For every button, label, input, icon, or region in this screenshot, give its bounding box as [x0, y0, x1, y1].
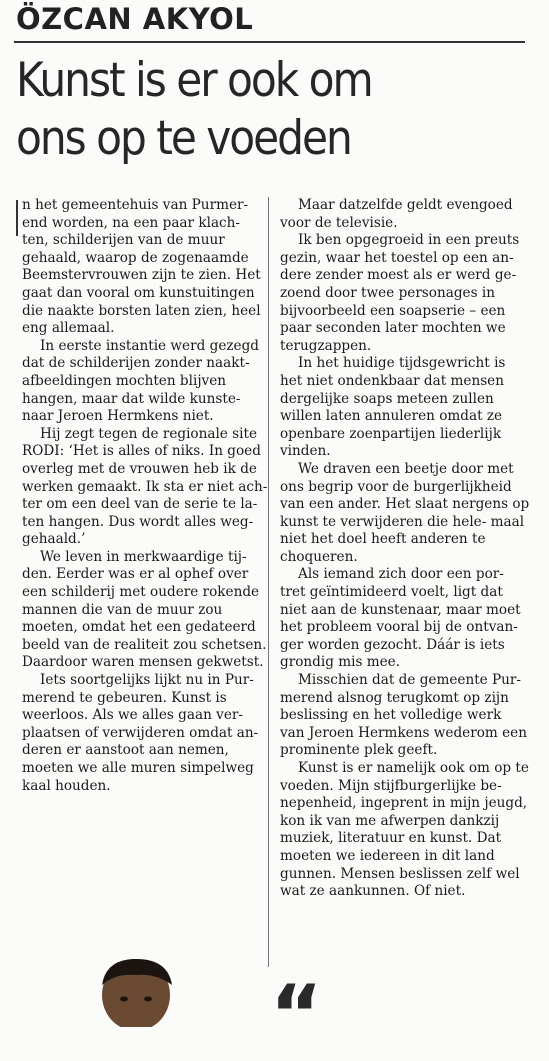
paragraph: Kunst is er namelijk ook om op te voeden. Mijn stijfburgerlijke be- nepenheid, ingeprent in mijn jeugd, kon ik van me afwerpen dankzij muziek, literatuur en kunst. Dat moeten we iedereen in dit land gunnen. Mensen beslissen zelf wel wat ze aankunnen. Of niet. [280, 760, 529, 900]
headline-line-2: ons op te voeden [16, 111, 351, 166]
header-rule [14, 41, 525, 43]
paragraph: n het gemeentehuis van Purmer- end worden, na een paar klach- ten, schilderijen van de muur gehaald, waarop de zogenaamde Beemstervrouwen zijn te zien. Het gaat dan vooral om kunstuitingen die naakte borsten laten zien, heel eng allemaal. [22, 197, 261, 337]
paragraph: Hij zegt tegen de regionale site RODI: ‘Het is alles of niks. In goed overleg met de vrouwen heb ik de werken gemaakt. Ik sta er niet ach- ter om een deel van de serie te la- ten hangen. Dus wordt alles weg- gehaald.’ [22, 425, 268, 548]
paragraph: Als iemand zich door een por- tret geïntimideerd voelt, ligt dat niet aan de kunstenaar, maar moet het probleem vooral bij de ontvan- ger worden gezocht. Dáár is iets grondig mis mee. [280, 566, 521, 671]
headline [16, 52, 536, 168]
paragraph: Misschien dat de gemeente Pur- merend alsnog terugkomt op zijn beslissing en het volledige werk van Jeroen Hermkens wederom een prominente plek geeft. [280, 672, 527, 759]
article-column-right [280, 197, 530, 901]
author-name: ÖZCAN AKYOL [16, 2, 254, 36]
paragraph: We draven een beetje door met ons begrip voor de burgerlijkheid van een ander. Het slaat nergens op kunst te verwijderen die hele- maal niet het doel heeft anderen te choqueren. [280, 460, 530, 565]
author-photo [86, 955, 186, 1027]
paragraph: In eerste instantie werd gezegd dat de schilderijen zonder naakt- afbeeldingen mochten blijven hangen, maar dat wilde kunste- naar Jeroen Hermkens niet. [22, 337, 259, 425]
paragraph: We leven in merkwaardige tij- den. Eerder was er al ophef over een schilderij met oudere rokende mannen die van de muur zou moeten, omdat het een gedateerd beeld van de realiteit zou schetsen. Daardoor waren mensen gekwetst. [22, 548, 267, 671]
quote-mark: “ [270, 968, 323, 1061]
paragraph: Iets soortgelijks lijkt nu in Pur- merend te gebeuren. Kunst is weerloos. Als we alles gaan ver- plaatsen of verwijderen omdat an- deren er aanstoot aan nemen, moeten we alle muren simpelweg kaal houden. [22, 672, 259, 794]
paragraph: Ik ben opgegroeid in een preuts gezin, waar het toestel op een an- dere zender moest als er werd ge- zoend door twee personages in bijvoorbeeld een soapserie – een paar seconden later mochten we terugzappen. [280, 232, 520, 354]
paragraph: Maar datzelfde geldt evengoed voor de televisie. [280, 197, 513, 231]
column-divider [268, 197, 269, 967]
article-column-left [16, 197, 270, 795]
paragraph: In het huidige tijdsgewricht is het niet ondenkbaar dat mensen dergelijke soaps meteen zullen willen laten annuleren omdat ze openbare zoenpartijen liederlijk vinden. [280, 355, 506, 460]
headline-line-1: Kunst is er ook om [16, 53, 372, 108]
